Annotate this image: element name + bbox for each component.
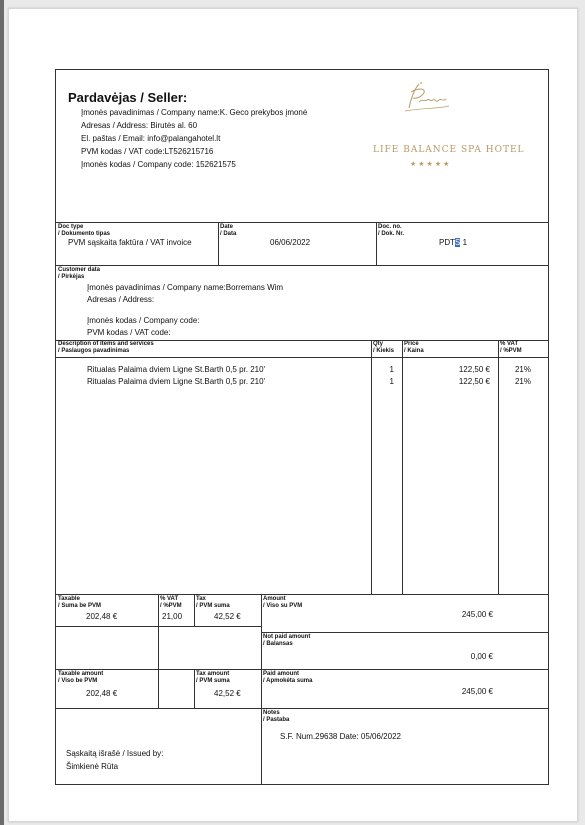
items-price-header-lt: / Kaina — [404, 348, 424, 354]
date-value: 06/06/2022 — [270, 238, 311, 247]
item-row-1-desc: Ritualas Palaima dviem Ligne St.Barth 0,5 pr. 210' — [87, 365, 266, 374]
taxable-amount-value: 202,48 € — [86, 689, 118, 698]
issued-by-name: Šimkienė Rūta — [66, 762, 119, 771]
customer-vat-code: PVM kodas / VAT code: — [87, 328, 171, 337]
notes-value: S.F. Num.29638 Date: 05/06/2022 — [280, 732, 401, 741]
taxable-amount-label — [58, 671, 103, 685]
date-label-lt: / Data — [220, 231, 237, 237]
item-row-1-vat: 21% — [514, 365, 531, 374]
tax-amount-value: 42,52 € — [214, 689, 241, 698]
paid-amount-label-en: Paid amount — [263, 671, 300, 677]
items-vat-header-en: % VAT — [500, 341, 519, 347]
items-qty-header — [373, 341, 394, 355]
palanga-script-logo-icon — [391, 80, 461, 116]
notes-label-lt: / Pastaba — [263, 717, 290, 723]
divider — [56, 265, 548, 266]
doc-no-label — [378, 224, 404, 238]
not-paid-label — [263, 634, 310, 648]
invoice-frame — [55, 69, 549, 785]
seller-vat-code: PVM kodas / VAT code:LT526215716 — [81, 147, 214, 156]
items-desc-header-lt: / Paslaugos pavadinimas — [58, 348, 130, 354]
notes-label-en: Notes — [263, 710, 280, 716]
tax-value: 42,52 € — [214, 612, 241, 621]
divider — [261, 632, 548, 633]
divider — [56, 594, 548, 595]
doc-type-label-lt: / Dokumento tipas — [58, 231, 111, 237]
item-row-2-vat: 21% — [514, 377, 531, 386]
date-label — [220, 224, 236, 238]
divider — [261, 594, 262, 784]
seller-company-code: Įmonės kodas / Company code: 152621575 — [81, 160, 236, 169]
taxable-amount-label-en: Taxable amount — [58, 671, 104, 677]
doc-type-label-en: Doc type — [58, 224, 84, 230]
customer-company-name: Įmonės pavadinimas / Company name:Borremans Wim — [87, 283, 284, 292]
doc-no-value-part: PDT — [439, 238, 455, 247]
hotel-name-text: LIFE BALANCE SPA HOTEL — [373, 145, 525, 155]
not-paid-value: 0,00 € — [470, 652, 493, 661]
vat-pct-label — [160, 596, 182, 610]
divider — [56, 708, 548, 709]
customer-label-lt: / Pirkėjas — [58, 274, 85, 280]
not-paid-label-en: Not paid amount — [263, 634, 311, 640]
item-row-2-qty: 1 — [389, 377, 394, 386]
doc-no-label-lt: / Dok. Nr. — [378, 231, 405, 237]
tax-amount-label-en: Tax amount — [196, 671, 230, 677]
taxable-amount-label-lt: / Viso be PVM — [58, 678, 98, 684]
customer-address: Adresas / Address: — [87, 295, 155, 304]
customer-label — [58, 267, 100, 281]
doc-type-label — [58, 224, 110, 238]
not-paid-label-lt: / Balansas — [263, 641, 293, 647]
tax-label — [196, 596, 230, 610]
divider — [158, 594, 159, 708]
amount-label-en: Amount — [263, 596, 286, 602]
seller-address: Adresas / Address: Birutės al. 60 — [81, 121, 198, 130]
vat-pct-label-lt: / %PVM — [160, 603, 182, 609]
vat-pct-label-en: % VAT — [160, 596, 179, 602]
items-vat-header-lt: / %PVM — [500, 348, 522, 354]
items-price-header — [404, 341, 424, 355]
item-row-1-qty: 1 — [389, 365, 394, 374]
taxable-value: 202,48 € — [86, 612, 118, 621]
taxable-label-en: Taxable — [58, 596, 80, 602]
divider — [56, 669, 548, 670]
items-qty-header-en: Qty — [373, 341, 384, 347]
tax-amount-label — [196, 671, 230, 685]
divider — [56, 222, 548, 223]
paid-amount-label — [263, 671, 312, 685]
divider — [218, 222, 219, 265]
divider — [56, 357, 548, 358]
taxable-label-lt: / Suma be PVM — [58, 603, 102, 609]
seller-email: El. paštas / Email: info@palangahotel.lt — [81, 134, 221, 143]
amount-value: 245,00 € — [461, 610, 493, 619]
divider — [56, 626, 261, 627]
items-qty-header-lt: / Kiekis — [373, 348, 395, 354]
customer-label-en: Customer data — [58, 267, 101, 273]
tax-label-lt: / PVM suma — [196, 603, 230, 609]
item-row-1-price: 122,50 € — [458, 365, 490, 374]
items-vat-header — [500, 341, 522, 355]
doc-type-value: PVM sąskaita faktūra / VAT invoice — [68, 238, 192, 247]
item-row-2-price: 122,50 € — [458, 377, 490, 386]
taxable-label — [58, 596, 101, 610]
paid-amount-value: 245,00 € — [461, 687, 493, 696]
items-desc-header — [58, 341, 154, 355]
viewer-left-edge — [0, 0, 4, 825]
doc-no-value[interactable] — [439, 238, 467, 248]
date-label-en: Date — [220, 224, 234, 230]
amount-label — [263, 596, 302, 610]
divider — [376, 222, 377, 265]
seller-company-name: Įmonės pavadinimas / Company name:K. Geco prekybos įmonė — [81, 108, 308, 117]
seller-title: Pardavėjas / Seller: — [68, 90, 188, 105]
divider — [194, 594, 195, 626]
customer-company-code: Įmonės kodas / Company code: — [87, 316, 200, 325]
doc-no-selected-text: S — [455, 238, 461, 247]
item-row-2-desc: Ritualas Palaima dviem Ligne St.Barth 0,5 pr. 210' — [87, 377, 266, 386]
issued-by-label: Sąskaitą išrašė / Issued by: — [66, 749, 164, 758]
doc-no-value-part: 1 — [460, 238, 468, 247]
doc-no-label-en: Doc. no. — [378, 224, 402, 230]
hotel-logo — [391, 80, 461, 116]
hotel-stars: ★★★★★ — [410, 161, 452, 168]
amount-label-lt: / Viso su PVM — [263, 603, 303, 609]
notes-label — [263, 710, 289, 724]
paid-amount-label-lt: / Apmokėta suma — [263, 678, 313, 684]
tax-amount-label-lt: / PVM suma — [196, 678, 230, 684]
divider — [194, 669, 195, 708]
items-desc-header-en: Description of items and services — [58, 341, 154, 347]
items-price-header-en: Price — [404, 341, 419, 347]
divider — [402, 340, 403, 594]
vat-pct-value: 21,00 — [162, 612, 183, 621]
tax-label-en: Tax — [196, 596, 206, 602]
invoice-page — [8, 8, 578, 822]
